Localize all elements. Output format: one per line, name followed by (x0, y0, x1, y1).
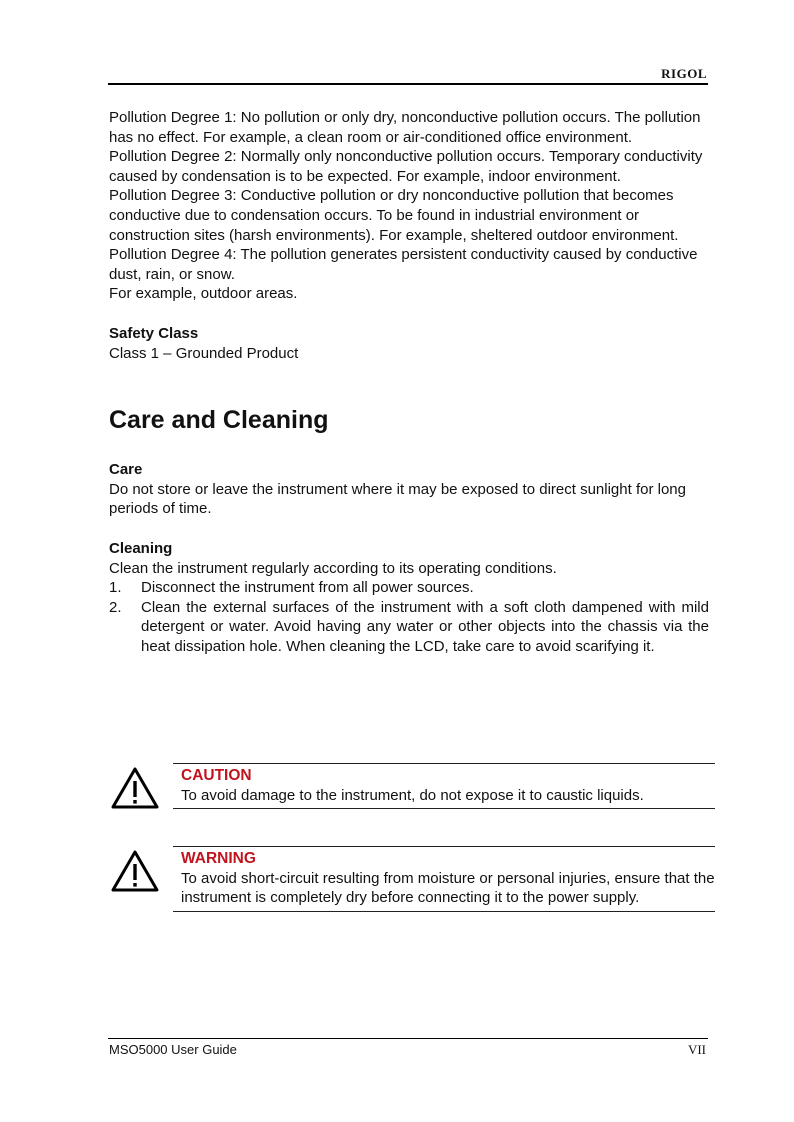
warning-title: WARNING (181, 850, 256, 867)
page-content (109, 108, 709, 656)
header-rule (108, 83, 708, 85)
step-number: 1. (109, 579, 122, 597)
pollution-degree-1: Pollution Degree 1: No pollution or only dry, nonconductive pollution occurs. The pollution has no effect. For example, a clean room or air-conditioned office environment. (109, 109, 701, 146)
cleaning-steps (109, 578, 709, 656)
care-heading: Care (109, 461, 143, 479)
step-text: Disconnect the instrument from all power sources. (141, 579, 474, 597)
cleaning-intro: Clean the instrument regularly according to its operating conditions. (109, 559, 557, 577)
footer-rule (108, 1038, 708, 1039)
pollution-degree-2: Pollution Degree 2: Normally only nonconductive pollution occurs. Temporary conductivity caused by condensation is to be expected. For example, indoor environment. (109, 148, 703, 185)
safety-class-text: Class 1 – Grounded Product (109, 344, 299, 362)
care-cleaning-title: Care and Cleaning (109, 406, 329, 435)
list-item (109, 598, 709, 657)
footer-guide-title: MSO5000 User Guide (109, 1042, 237, 1057)
warning-triangle-icon (111, 766, 159, 810)
pollution-degree-4: Pollution Degree 4: The pollution generates persistent conductivity caused by conductive dust, rain, or snow. (109, 246, 698, 283)
list-item (109, 578, 709, 598)
step-number: 2. (109, 598, 122, 616)
footer-page-number: VII (687, 1042, 706, 1057)
pollution-degree-4-example: For example, outdoor areas. (109, 285, 298, 303)
caution-title: CAUTION (181, 767, 252, 784)
care-text: Do not store or leave the instrument where it may be exposed to direct sunlight for long periods of time. (109, 480, 686, 518)
step-text: Clean the external surfaces of the instrument with a soft cloth dampened with mild detergent or water. Avoid having any water or other objects into the chassis via the heat dissipation hole. When cleaning the LCD, take care to avoid scarifying it. (141, 598, 709, 655)
cleaning-heading: Cleaning (109, 539, 173, 557)
header-brand: RIGOL (661, 66, 707, 81)
pollution-degree-3: Pollution Degree 3: Conductive pollution or dry nonconductive pollution that becomes conductive due to condensation occurs. To be found in industrial environment or construction sites (harsh environments). For example, sheltered outdoor environment. (109, 187, 679, 244)
safety-class-heading: Safety Class (109, 324, 199, 342)
caution-text: To avoid damage to the instrument, do not expose it to caustic liquids. (181, 786, 644, 804)
warning-text: To avoid short-circuit resulting from moisture or personal injuries, ensure that the instrument is completely dry before connecting it to the power supply. (181, 869, 715, 907)
warning-triangle-icon (111, 849, 159, 893)
